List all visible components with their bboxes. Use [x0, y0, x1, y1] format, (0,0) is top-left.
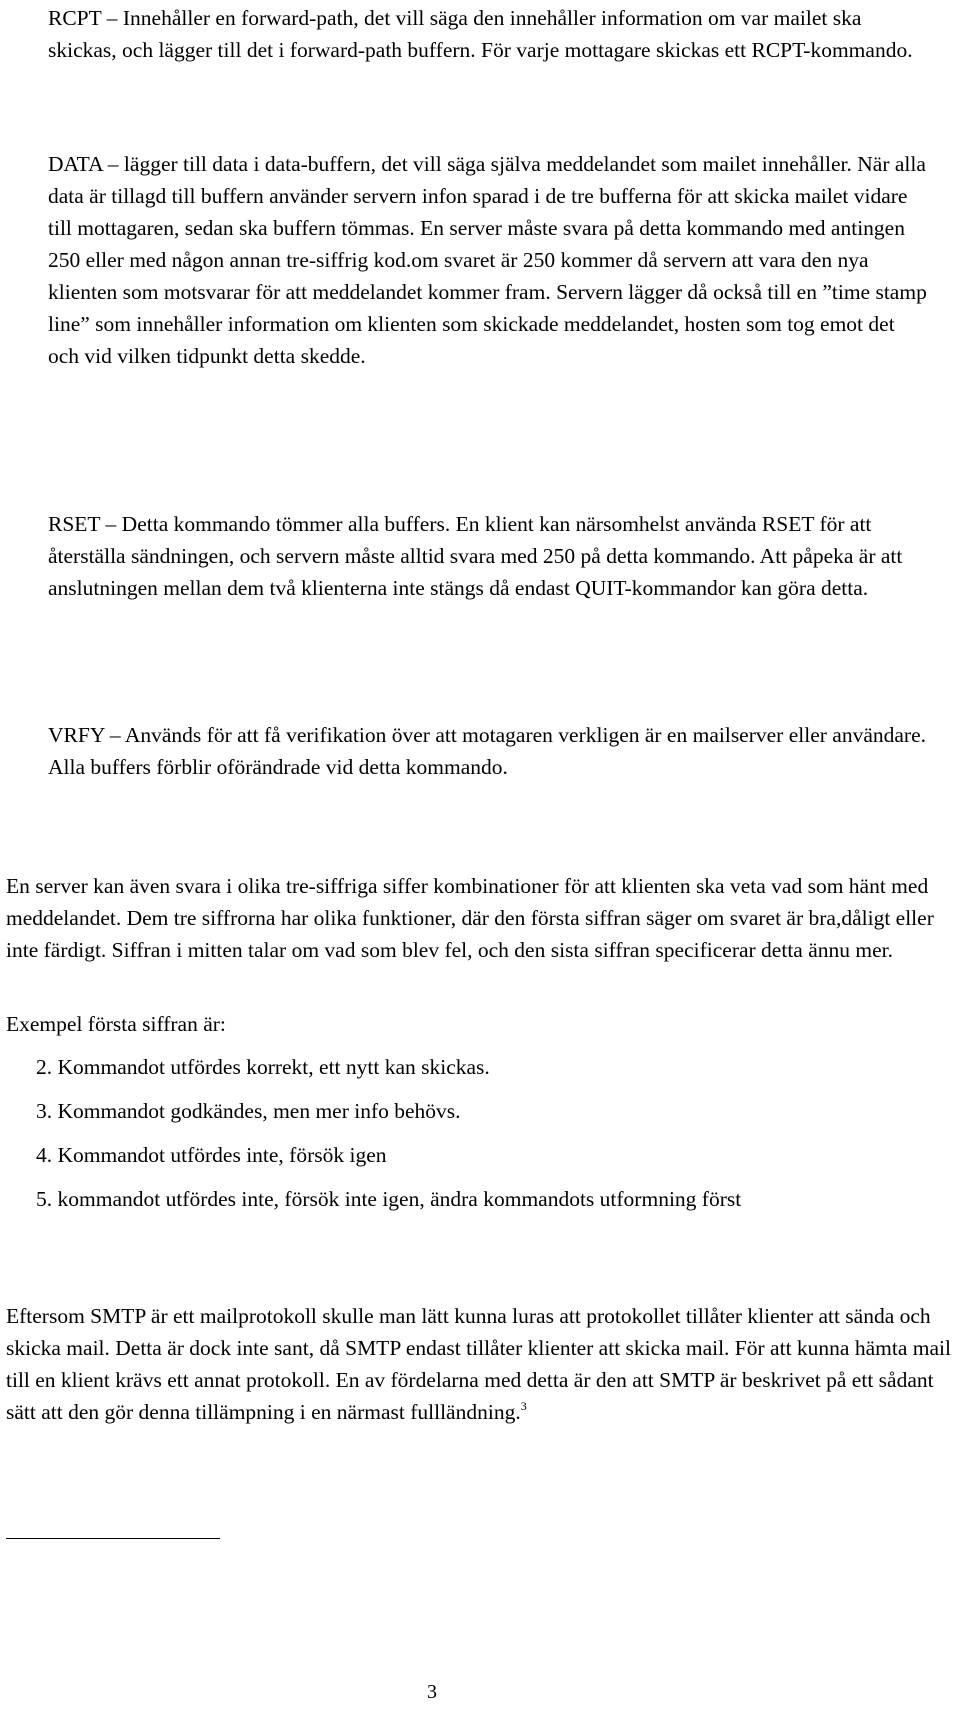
list-item: 5. kommandot utfördes inte, försök inte igen, ändra kommandots utformning först: [36, 1187, 742, 1211]
footnote-separator: [6, 1538, 220, 1539]
page-number: 3: [427, 1681, 437, 1703]
footnote-reference: 3: [520, 1399, 527, 1413]
list-item: 3. Kommandot godkändes, men mer info behövs.: [36, 1099, 461, 1123]
list-item: 4. Kommandot utfördes inte, försök igen: [36, 1143, 387, 1167]
closing-text: Eftersom SMTP är ett mailprotokoll skulle man lätt kunna luras att protokollet tillåter klienter att sända och skicka mail. Detta är dock inte sant, då SMTP endast tillåter klienter att skicka mail. För att kunna hämta mail till en klient krävs ett annat protokoll. En av fördelarna med detta är den att SMTP är beskrivet på ett sådant sätt att den gör denna tillämpning i en närmast fullländning.: [6, 1304, 951, 1424]
closing-paragraph: [6, 1300, 951, 1428]
vrfy-paragraph: VRFY – Används för att få verifikation över att motagaren verkligen är en mailserver eller användare. Alla buffers förblir oförändrade vid detta kommando.: [48, 723, 926, 779]
data-paragraph: DATA – lägger till data i data-buffern, det vill säga själva meddelandet som mailet innehåller. När alla data är tillagd till buffern använder servern infon sparad i de tre bufferna för att skicka mailet vidare till mottagaren, sedan ska buffern tömmas. En server måste svara på detta kommando med antingen 250 eller med någon annan tre-siffrig kod.om svaret är 250 kommer då servern att vara den nya klienten som motsvarar för att meddelandet kommer fram. Servern lägger då också till en ”time stamp line” som innehåller information om klienten som skickade meddelandet, hosten som tog emot det och vid vilken tidpunkt detta skedde.: [48, 152, 927, 368]
example-heading: Exempel första siffran är:: [6, 1012, 226, 1036]
reply-codes-paragraph: En server kan även svara i olika tre-siffriga siffer kombinationer för att klienten ska veta vad som hänt med meddelandet. Dem tre siffrorna har olika funktioner, där den första siffran säger om svaret är bra,dåligt eller inte färdigt. Siffran i mitten talar om vad som blev fel, och den sista siffran specificerar detta ännu mer.: [6, 874, 934, 962]
list-item: 2. Kommandot utfördes korrekt, ett nytt kan skickas.: [36, 1055, 490, 1079]
rset-paragraph: RSET – Detta kommando tömmer alla buffers. En klient kan närsomhelst använda RSET för att återställa sändningen, och servern måste alltid svara med 250 på detta kommando. Att påpeka är att anslutningen mellan dem två klienterna inte stängs då endast QUIT-kommandor kan göra detta.: [48, 512, 903, 600]
rcpt-paragraph: RCPT – Innehåller en forward-path, det vill säga den innehåller information om var mailet ska skickas, och lägger till det i forward-path buffern. För varje mottagare skickas ett RCPT-kommando.: [48, 6, 913, 62]
